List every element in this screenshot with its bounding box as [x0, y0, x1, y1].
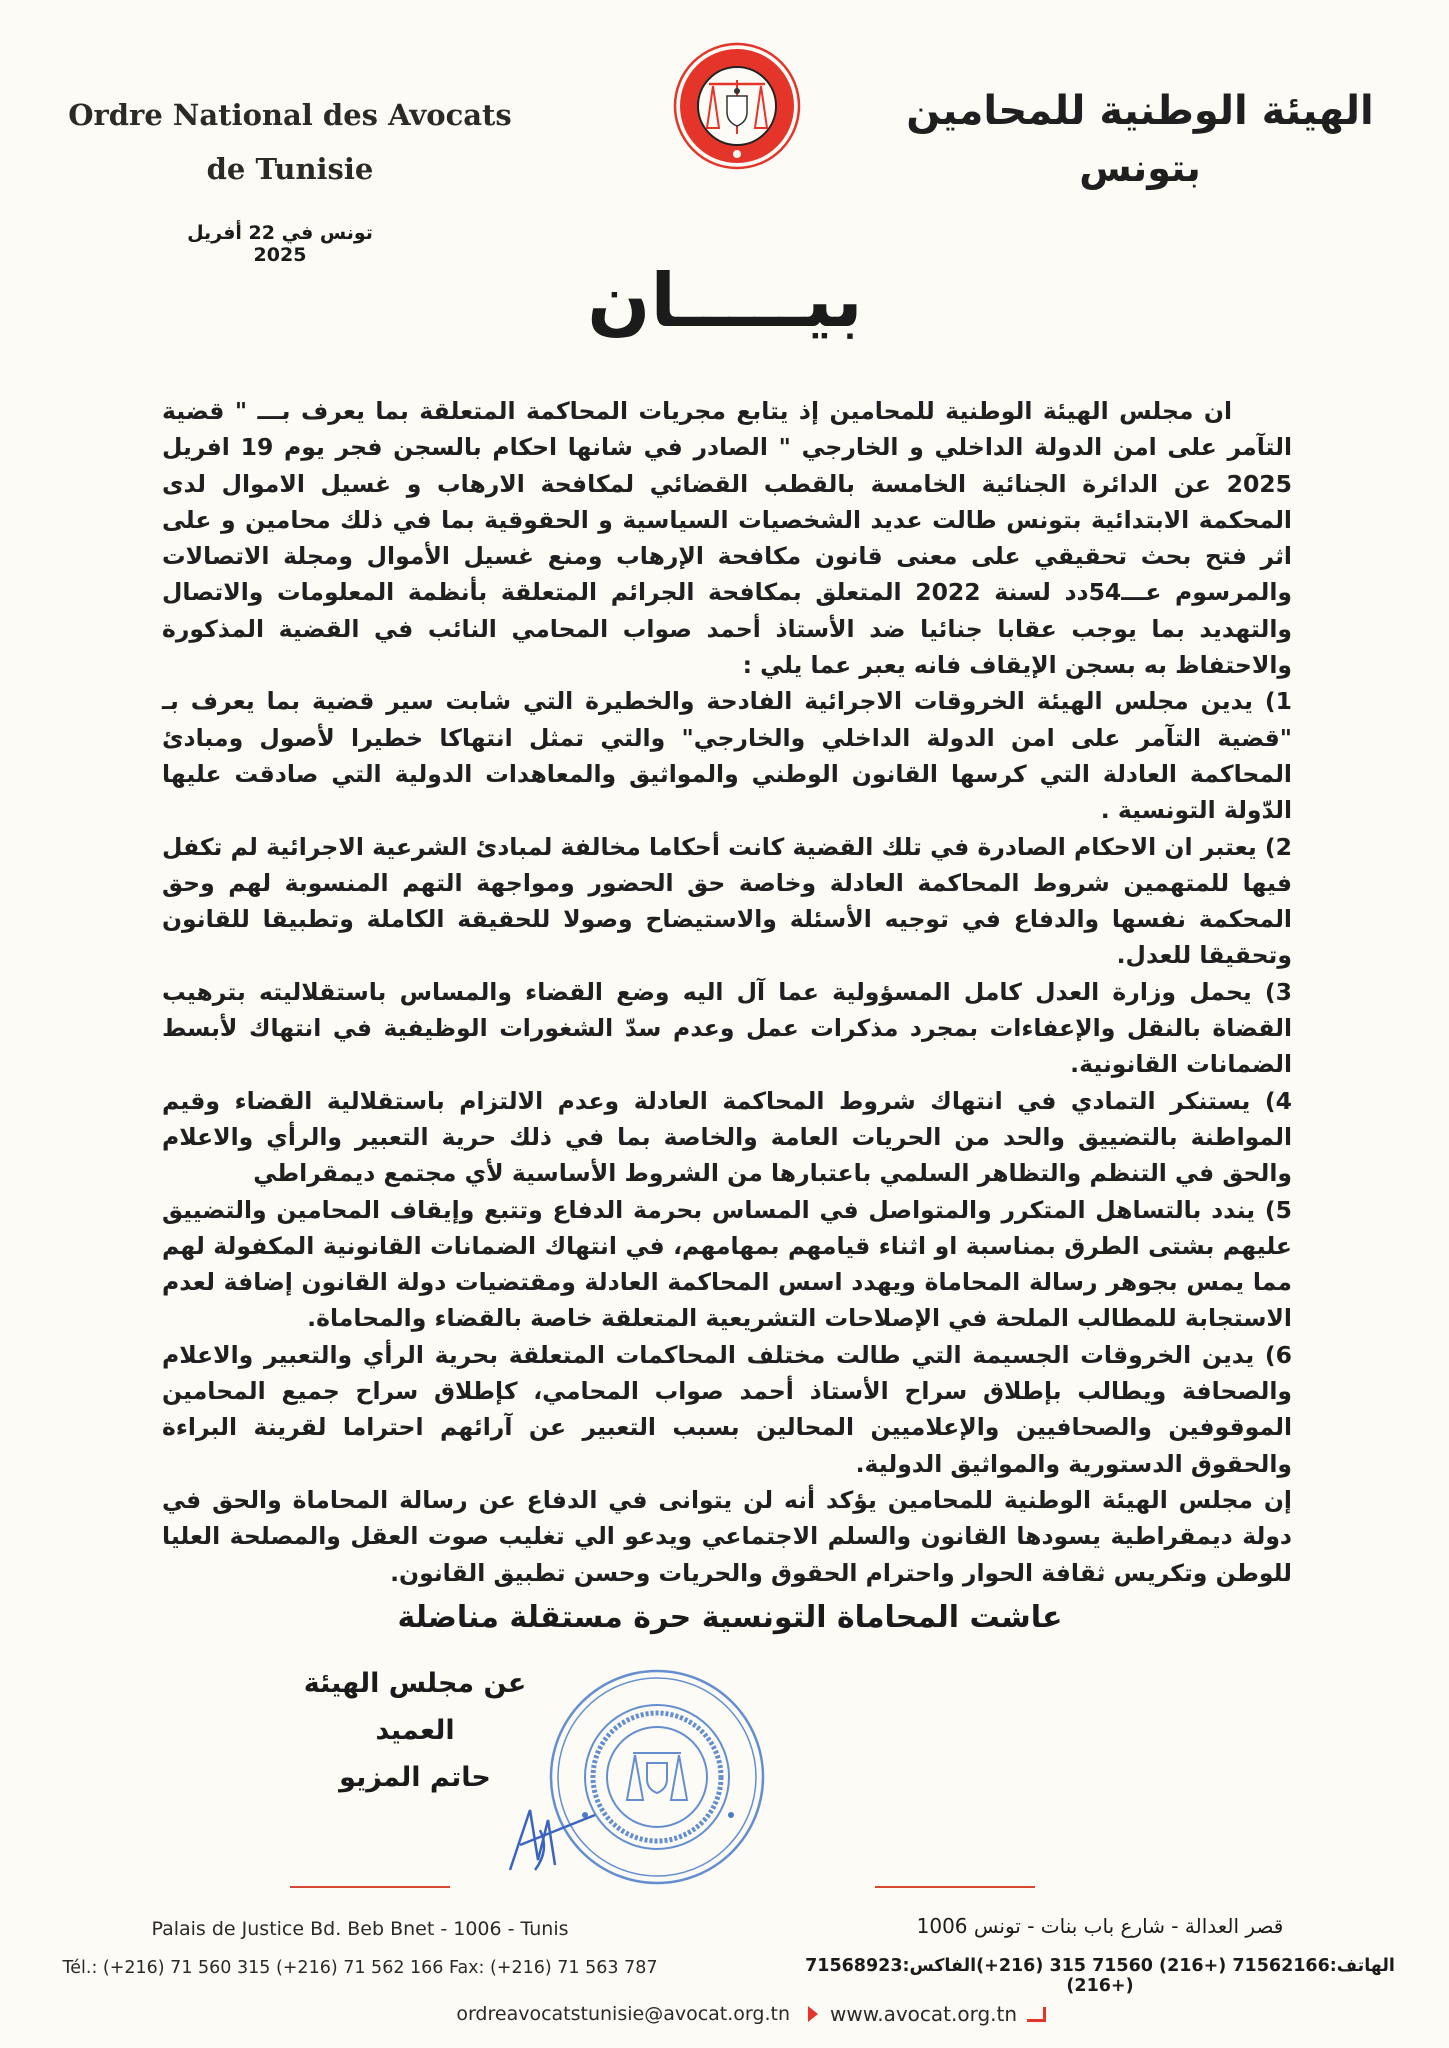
footer-address-ar: قصر العدالة - شارع باب بنات - تونس 1006: [916, 1914, 1284, 1938]
handwritten-signature-icon: [500, 1790, 610, 1880]
org-name-fr-line1: Ordre National des Avocats: [68, 98, 512, 132]
corner-bracket-icon: [1027, 2007, 1046, 2022]
point-1: 1) يدين مجلس الهيئة الخروقات الاجرائية الفادحة والخطيرة التي شابت سير قضية بما يعرف بـ "قضية التآمر على امن الدولة الداخلي والخارجي" والتي تمثل انتهاكا خطيرا لأصول ومبادئ المحاكمة العادلة التي كرسها القانون الوطني والمواثيق والمعاهدات الدولية التي صادقت عليها الدّولة التونسية .: [162, 687, 1292, 825]
footer-website-link[interactable]: www.avocat.org.tn: [830, 2002, 1018, 2026]
document-title: بيـــــان: [587, 258, 863, 344]
point-5: 5) يندد بالتساهل المتكرر والمتواصل في المساس بحرمة الدفاع وتتبع وإيقاف المحامين والتضييق عليهم بشتى الطرق بمناسبة او اثناء قيامهم بمهامهم، في انتهاك الضمانات القانونية المكفولة لهم مما يمس بجوهر رسالة المحاماة ويهدد اسس المحاكمة العادلة ومقتضيات دولة القانون إضافة لعدم الاستجابة للمطالب الملحة في الإصلاحات التشريعية المتعلقة خاصة بالقضاء والمحاماة.: [162, 1195, 1292, 1333]
arrow-right-icon: [808, 2006, 818, 2022]
point-6: 6) يدين الخروقات الجسيمة التي طالت مختلف المحاكمات المتعلقة بحرية الرأي والتعبير والاعلام والصحافة ويطالب بإطلاق سراح الأستاذ أحمد صواب المحامي، كإطلاق سراح جميع المحامين الموقوفين والصحافيين والإعلاميين المحالين بسبب التعبير عن آرائهم احتراما لقرينة البراءة والحقوق الدستورية والمواثيق الدولية.: [162, 1340, 1292, 1478]
footer-divider-left: [290, 1886, 450, 1888]
footer-address-fr: Palais de Justice Bd. Beb Bnet - 1006 - Tunis: [151, 1918, 569, 1940]
signatory-name: حاتم المزيو: [339, 1762, 491, 1793]
org-name-fr-line2: de Tunisie: [206, 152, 374, 186]
point-2: 2) يعتبر ان الاحكام الصادرة في تلك القضية كانت أحكاما مخالفة لمبادئ الشرعية الاجرائية لم تكفل فيها للمتهمين شروط المحاكمة العادلة وخاصة حق الحضور ومواجهة التهم المنسوبة لهم وحق المحكمة نفسها والدفاع في توجيه الأسئلة والاستيضاح وصولا للحقيقة الكاملة وتطبيقا للقانون وتحقيقا للعدل.: [162, 832, 1292, 970]
closing-slogan: عاشت المحاماة التونسية حرة مستقلة مناضلة: [397, 1600, 1063, 1635]
closing-paragraph: إن مجلس الهيئة الوطنية للمحامين يؤكد أنه لن يتوانى في الدفاع عن رسالة المحاماة والحق في دولة ديمقراطية يسودها القانون والسلم الاجتماعي ويدعو الي تغليب صوت العقل والمصلحة العليا للوطن وتكريس ثقافة الحوار واحترام الحقوق والحريات وحسن تطبيق القانون.: [162, 1485, 1292, 1587]
footer-phone-fr: Tél.: (+216) 71 560 315 (+216) 71 562 166 Fax: (+216) 71 563 787: [62, 1958, 658, 1978]
intro-paragraph: ان مجلس الهيئة الوطنية للمحامين إذ يتابع مجريات المحاكمة المتعلقة بما يعرف بـــ " قضية التآمر على امن الدولة الداخلي و الخارجي " الصادر في شانها احكام بالسجن فجر يوم 19 افريل 2025 عن الدائرة الجنائية الخامسة بالقطب القضائي لمكافحة الارهاب و غسيل الاموال لدى المحكمة الابتدائية بتونس طالت عديد الشخصيات السياسية و الحقوقية بما في ذلك محامين و على اثر فتح بحث تحقيقي على معنى قانون مكافحة الإرهاب ومنع غسيل الأموال ومجلة الاتصالات والمرسوم عـــ54دد لسنة 2022 المتعلق بمكافحة الجرائم المتعلقة بأنظمة المعلومات والاتصال والتهديد بما يوجب عقابا جنائيا ضد الأستاذ أحمد صواب المحامي النائب في القضية المذكورة والاحتفاظ به بسجن الإيقاف فانه يعبر عما يلي :: [162, 397, 1292, 680]
point-4: 4) يستنكر التمادي في انتهاك شروط المحاكمة العادلة وعدم الالتزام باستقلالية القضاء وقيم المواطنة بالتضييق والحد من الحريات العامة والخاصة بما في ذلك حرية التعبير والرأي والاعلام والحق في التنظم والتظاهر السلمي باعتبارها من الشروط الأساسية لأي مجتمع ديمقراطي: [162, 1086, 1292, 1188]
document-date: تونس في 22 أفريل 2025: [187, 222, 373, 266]
signature-title: العميد: [375, 1715, 455, 1746]
point-3: 3) يحمل وزارة العدل كامل المسؤولية عما آل اليه وضع القضاء والمساس باستقلاليته بترهيب القضاة بالنقل والإعفاءات بمجرد مذكرات عمل وعدم سدّ الشغورات الوظيفية في انتهاك لأبسط الضمانات القانونية.: [162, 977, 1292, 1079]
footer-phone-ar: الهاتف:71562166 (+216) 71560 315 (216+)الفاكس:71568923 (+216): [805, 1956, 1395, 1996]
statement-body: [162, 393, 1292, 1591]
signature-on-behalf: عن مجلس الهيئة: [303, 1668, 527, 1699]
footer-divider-right: [875, 1886, 1035, 1888]
bar-association-logo-icon: [673, 40, 801, 218]
footer-website: [808, 2002, 1046, 2026]
footer-email-link[interactable]: ordreavocatstunisie@avocat.org.tn: [456, 2003, 790, 2025]
org-name-ar-line2: بتونس: [1079, 146, 1201, 190]
org-name-ar-line1: الهيئة الوطنية للمحامين: [906, 88, 1374, 134]
